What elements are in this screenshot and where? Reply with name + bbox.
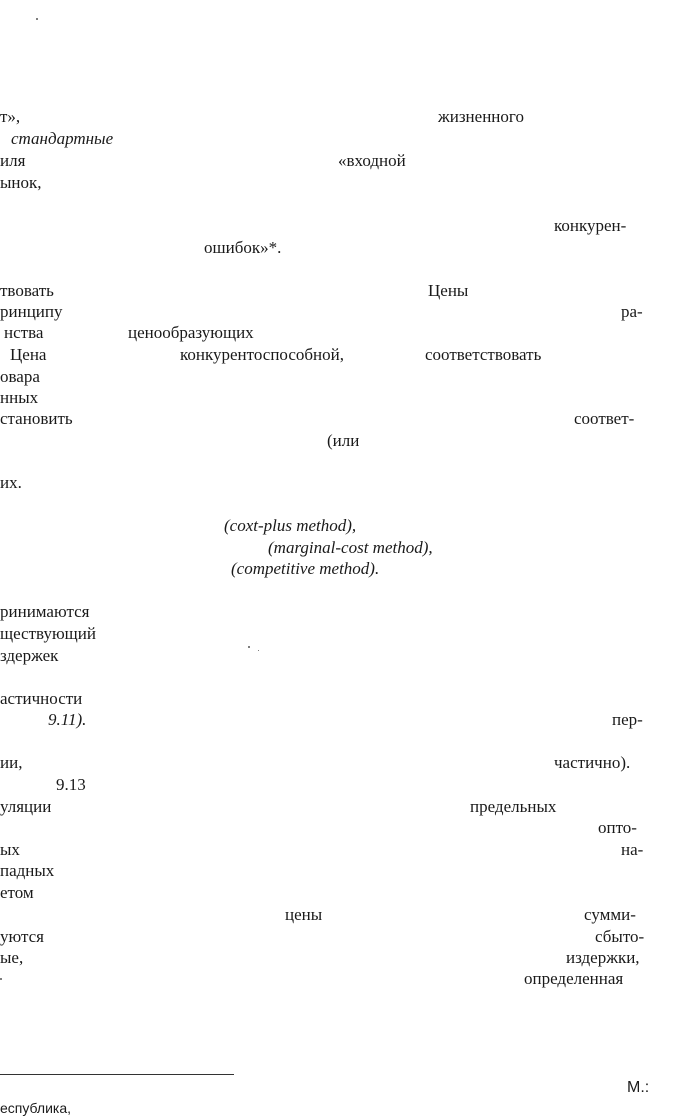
- text-fragment: ществующий: [0, 624, 96, 643]
- text-fragment: твовать: [0, 281, 54, 300]
- text-fragment: соответ-: [574, 409, 635, 428]
- text-fragment-italic: (marginal-cost method),: [268, 538, 433, 557]
- text-fragment: ошибок»*.: [204, 238, 282, 257]
- scan-speck: [258, 650, 259, 651]
- text-fragment: 9.13: [56, 775, 86, 794]
- text-fragment: ра-: [621, 302, 643, 321]
- text-fragment: «входной: [338, 151, 406, 170]
- text-fragment: Цена: [10, 345, 47, 364]
- text-fragment: конкурен-: [554, 216, 627, 235]
- text-fragment-italic: 9.11).: [48, 710, 87, 729]
- text-fragment: падных: [0, 861, 55, 880]
- text-fragment: ринимаются: [0, 602, 90, 621]
- text-fragment: иля: [0, 151, 26, 170]
- text-fragment: нства: [4, 323, 44, 342]
- text-fragment: сумми-: [584, 905, 636, 924]
- text-fragment: на-: [621, 840, 644, 859]
- text-fragment: ых: [0, 840, 20, 859]
- text-fragment: жизненного: [438, 107, 524, 126]
- text-fragment: астичности: [0, 689, 83, 708]
- footnote-fragment: еспублика,: [0, 1100, 72, 1116]
- text-fragment: ценообразующих: [128, 323, 254, 342]
- text-fragment: сбыто-: [595, 927, 645, 946]
- text-fragment: опто-: [598, 818, 637, 837]
- text-fragment: уются: [0, 927, 44, 946]
- text-fragment: конкурентоспособной,: [180, 345, 344, 364]
- text-fragment: предельных: [470, 797, 557, 816]
- text-fragment: овара: [0, 367, 40, 386]
- text-fragment: уляции: [0, 797, 52, 816]
- text-fragment: становить: [0, 409, 73, 428]
- text-fragment: нных: [0, 388, 39, 407]
- text-fragment: здержек: [0, 646, 59, 665]
- text-fragment: (или: [327, 431, 360, 450]
- text-fragment: соответствовать: [425, 345, 542, 364]
- text-fragment-italic: (competitive method).: [231, 559, 380, 578]
- text-fragment: ринципу: [0, 302, 63, 321]
- scan-speck: [0, 978, 2, 980]
- text-fragment: пер-: [612, 710, 643, 729]
- scan-speck: [248, 646, 250, 648]
- text-fragment: ынок,: [0, 173, 42, 192]
- text-fragment: т»,: [0, 107, 21, 126]
- text-fragment-italic: стандартные: [11, 129, 114, 148]
- text-fragment: Цены: [428, 281, 469, 300]
- scan-speck: [36, 18, 38, 20]
- footnote-fragment: М.:: [627, 1079, 650, 1096]
- footnote-divider: [0, 1074, 234, 1075]
- text-fragment-italic: (coxt-plus method),: [224, 516, 357, 535]
- text-fragment: частично).: [554, 753, 631, 772]
- text-fragment: цены: [285, 905, 323, 924]
- text-fragment: етом: [0, 883, 34, 902]
- text-fragment: определенная: [524, 969, 624, 988]
- text-fragment: ые,: [0, 948, 24, 967]
- text-fragment: их.: [0, 473, 22, 492]
- text-fragment: издержки,: [566, 948, 640, 967]
- text-fragment: ии,: [0, 753, 23, 772]
